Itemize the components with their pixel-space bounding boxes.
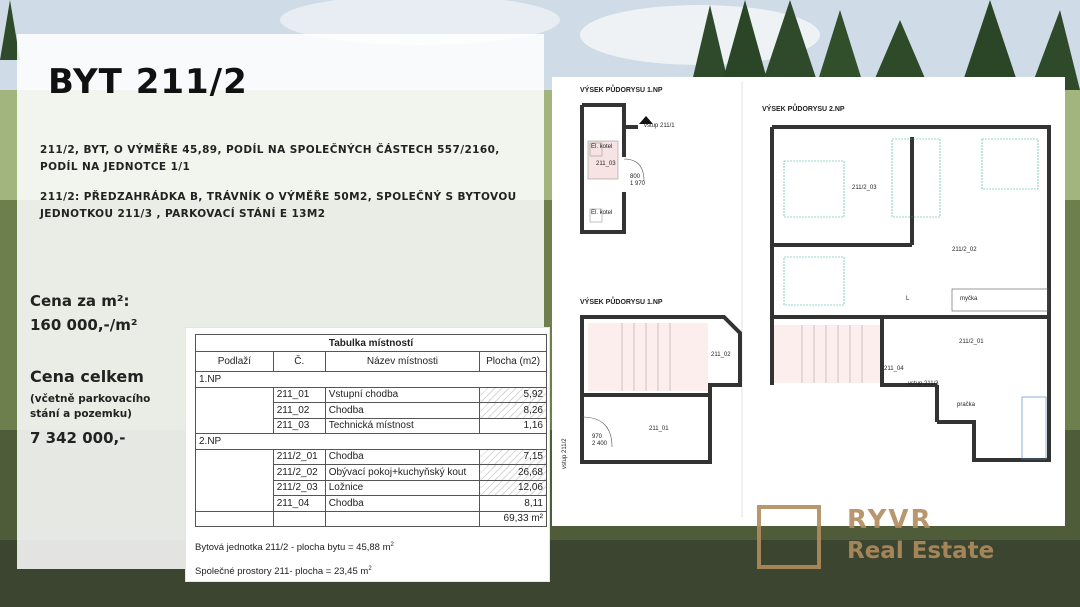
floor-plan-panel	[552, 77, 1065, 526]
price-per-m2-value: 160 000,-/m²	[30, 316, 138, 334]
room-number: 211_02	[273, 403, 325, 419]
room-number: 211_01	[273, 387, 325, 403]
plan2-title: VÝSEK PŮDORYSU 2.NP	[762, 106, 845, 113]
label-room-211-2-03: 211/2_03	[852, 185, 877, 191]
table-row	[196, 372, 547, 388]
room-name: Chodba	[325, 449, 479, 465]
description-unit: 211/2, BYT, O VÝMĚŘE 45,89, PODÍL NA SPOLEČNÝCH ČÁSTECH 557/2160, PODÍL NA JEDNOTCE 1/1	[40, 144, 500, 173]
room-area: 8,26	[480, 403, 547, 419]
room-number: 211/2_02	[273, 465, 325, 481]
label-vstup-211-2: vstup 211/2	[562, 438, 568, 469]
room-name: Vstupní chodba	[325, 387, 479, 403]
company-logo	[757, 505, 1047, 573]
room-area: 8,11	[480, 496, 547, 512]
total-area: 69,33 m²	[480, 511, 547, 527]
logo-text-bottom: Real Estate	[847, 538, 995, 564]
label-room-211-2-01: 211/2_01	[959, 339, 984, 345]
room-area: 26,68	[480, 465, 547, 481]
total-price-note: (včetně parkovacího stání a pozemku)	[30, 393, 151, 420]
room-name: Chodba	[325, 403, 479, 419]
label-door-2400: 2 400	[592, 441, 608, 447]
table-row	[196, 434, 547, 450]
floor-label: 1.NP	[196, 372, 547, 388]
total-price-value: 7 342 000,-	[30, 429, 126, 447]
label-el-kotel: El. kotel	[591, 210, 613, 216]
table-row	[196, 449, 547, 465]
label-room-211-02: 211_02	[711, 352, 731, 358]
page-title: BYT 211/2	[48, 62, 248, 102]
room-number: 211_03	[273, 418, 325, 434]
col-header-floor: Podlaží	[196, 352, 274, 372]
col-header-name: Název místnosti	[325, 352, 479, 372]
col-header-number: Č.	[273, 352, 325, 372]
label-l: L	[906, 296, 910, 302]
label-room-211-2-02: 211/2_02	[952, 247, 977, 253]
room-number: 211/2_03	[273, 480, 325, 496]
room-name: Technická místnost	[325, 418, 479, 434]
description-garden: 211/2: PŘEDZAHRÁDKA B, TRÁVNÍK O VÝMĚŘE 50M2, SPOLEČNÝ S BYTOVOU JEDNOTKOU 211/3 , PARKOVACÍ STÁNÍ E 13M2	[40, 191, 517, 220]
label-mycka: myčka	[960, 296, 978, 302]
info-panel	[17, 34, 544, 578]
room-area: 1,16	[480, 418, 547, 434]
label-room-211-04: 211_04	[884, 366, 904, 372]
label-el-kotel: El. kotel	[591, 144, 613, 150]
label-door-1970: 1 970	[630, 181, 646, 187]
plan1-title: VÝSEK PŮDORYSU 1.NP	[580, 87, 663, 94]
total-price-label: Cena celkem	[30, 367, 144, 386]
common-area-note: Společné prostory 211- plocha = 23,45 $m^2$	[195, 566, 372, 578]
room-number: 211_04	[273, 496, 325, 512]
table-row	[196, 387, 547, 403]
plan3-title: VÝSEK PŮDORYSU 1.NP	[580, 299, 663, 306]
room-table	[195, 334, 547, 527]
room-name: Chodba	[325, 496, 479, 512]
room-table-caption: Tabulka místností	[196, 335, 547, 352]
room-number: 211/2_01	[273, 449, 325, 465]
room-table-card	[185, 327, 550, 582]
label-room-211-03: 211_03	[596, 161, 616, 167]
room-name: Ložnice	[325, 480, 479, 496]
label-vstup-211-1: vstup 211/1	[644, 123, 675, 129]
room-area: 7,15	[480, 449, 547, 465]
label-vstup-211-3: vstup 211/3	[908, 381, 939, 387]
label-room-211-01: 211_01	[649, 426, 669, 432]
col-header-area: Plocha (m2)	[480, 352, 547, 372]
room-name: Obývací pokoj+kuchyňský kout	[325, 465, 479, 481]
room-area: 5,92	[480, 387, 547, 403]
floor-label: 2.NP	[196, 434, 547, 450]
label-door-970: 970	[592, 434, 603, 440]
logo-text-top: RYVR	[847, 505, 933, 535]
label-door-800: 800	[630, 174, 641, 180]
logo-house-icon	[757, 505, 821, 569]
room-area: 12,06	[480, 480, 547, 496]
unit-area-note: Bytová jednotka 211/2 - plocha bytu = 45,88 $m^2$	[195, 542, 394, 554]
label-pracka: pračka	[957, 402, 976, 408]
price-per-m2-label: Cena za m²:	[30, 292, 130, 310]
table-total-row	[196, 511, 547, 527]
